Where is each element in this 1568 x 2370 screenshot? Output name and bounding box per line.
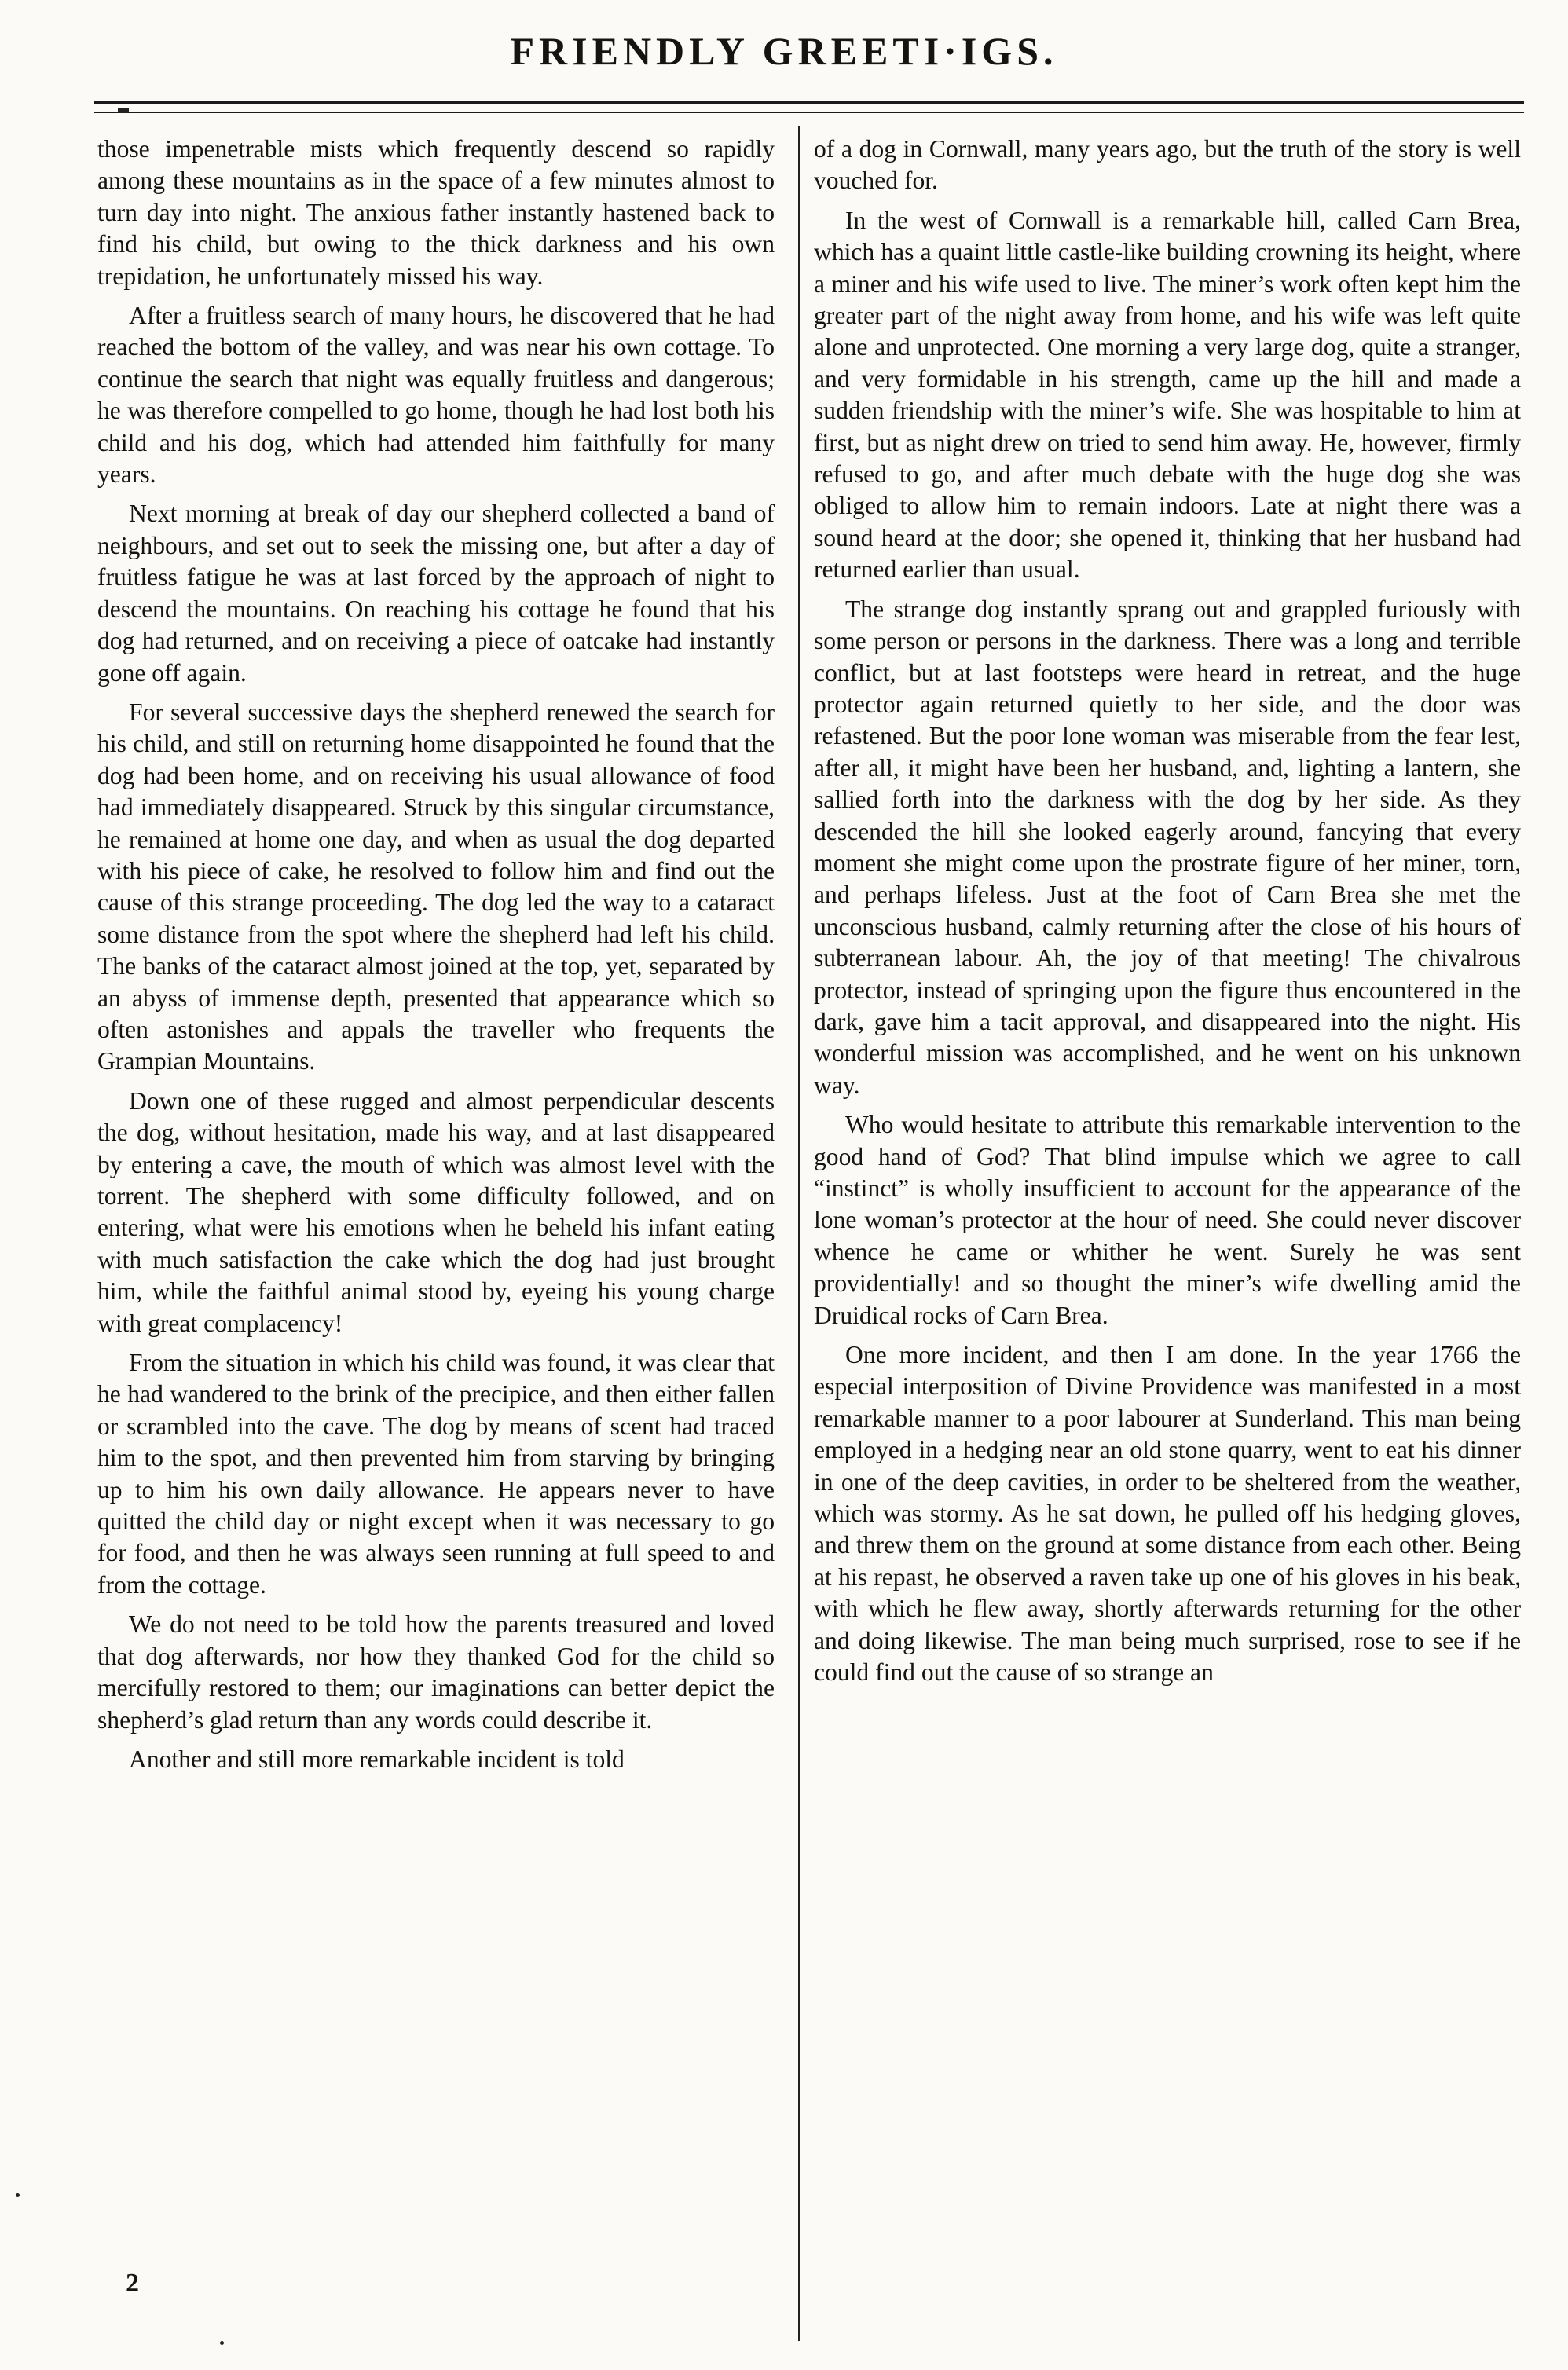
- column-divider: [798, 126, 800, 2341]
- paragraph: From the situation in which his child was found, it was clear that he had wandered to the brink of the precipice, and then either fallen or scrambled into the cave. The dog by means of scent had traced him to the spot, and then prevented him from starving by bringing up to him his own daily allowance. He appears never to have quitted the child day or night except when it was necessary to go for food, and then he was always seen running at full speed to and from the cottage.: [97, 1349, 775, 1599]
- header-rule-thin: [94, 112, 1524, 113]
- right-column: [814, 134, 1521, 1697]
- paragraph: Another and still more remarkable incident is told: [129, 1745, 625, 1773]
- paragraph: those impenetrable mists which frequently descend so rapidly among these mountains as in the space of a few minutes almost to turn day into night. The anxious father instantly hastened back to find his child, but owing to the thick darkness and his own trepidation, he unfortunately missed his way.: [97, 135, 775, 290]
- print-speck: [16, 2193, 20, 2197]
- paragraph: Next morning at break of day our shepherd collected a band of neighbours, and set out to seek the missing one, but after a day of fruitless fatigue he was at last forced by the approach of night to descend the mountains. On reaching his cottage he found that his dog had returned, and on receiving a piece of oatcake had instantly gone off again.: [97, 500, 775, 687]
- print-speck: [220, 2341, 224, 2345]
- paragraph: In the west of Cornwall is a remarkable hill, called Carn Brea, which has a quaint little castle-like building crowning its height, where a miner and his wife used to live. The miner’s work often kept him the greater part of the night away from home, and his wife was left quite alone and unprotected. One morning a very large dog, quite a stranger, and very formidable in his strength, came up the hill and made a sudden friendship with the miner’s wife. She was hospitable to him at first, but as night drew on tried to send him away. He, however, firmly refused to go, and after much debate with the huge dog she was obliged to allow him to remain indoors. Late at night there was a sound heard at the door; she opened it, thinking that her husband had returned earlier than usual.: [814, 206, 1521, 584]
- paragraph: of a dog in Cornwall, many years ago, but the truth of the story is well vouched for.: [814, 135, 1521, 195]
- running-header: FRIENDLY GREETI·IGS.: [510, 29, 1058, 73]
- paragraph: Who would hesitate to attribute this remarkable intervention to the good hand of God? That blind impulse which we agree to call “instinct” is wholly insufficient to account for the appearance of the lone woman’s protector at the hour of need. She could never discover whence he came or whither he went. Surely he was sent providentially! and so thought the miner’s wife dwelling amid the Druidical rocks of Carn Brea.: [814, 1111, 1521, 1329]
- page-number: 2: [126, 2269, 139, 2298]
- paragraph: We do not need to be told how the parents treasured and loved that dog afterwards, nor how they thanked God for the child so mercifully restored to them; our imaginations can better depict the shepherd’s glad return than any words could describe it.: [97, 1610, 775, 1734]
- header-rule: [94, 101, 1524, 104]
- print-blemish: [118, 108, 129, 113]
- paragraph: For several successive days the shepherd renewed the search for his child, and still on returning home disappointed he found that the dog had been home, and on receiving his usual allowance of food had immediately disappeared. Struck by this singular circumstance, he remained at home one day, and when as usual the dog departed with his piece of cake, he resolved to follow him and find out the cause of this strange proceeding. The dog led the way to a cataract some distance from the spot where the shepherd had left his child. The banks of the cataract almost joined at the top, yet, separated by an abyss of immense depth, presented that appearance which so often astonishes and appals the traveller who frequents the Grampian Mountains.: [97, 698, 775, 1075]
- paragraph: After a fruitless search of many hours, he discovered that he had reached the bottom of the valley, and was near his own cottage. To continue the search that night was equally fruitless and dangerous; he was therefore compelled to go home, though he had lost both his child and his dog, which had attended him faithfully for many years.: [97, 302, 775, 489]
- left-column: [97, 134, 775, 1783]
- paragraph: Down one of these rugged and almost perpendicular descents the dog, without hesitation, made his way, and at last disappeared by entering a cave, the mouth of which was almost level with the torrent. The shepherd with some difficulty followed, and on entering, what were his emotions when he beheld his infant eating with much satisfaction the cake which the dog had just brought him, while the faithful animal stood by, eyeing his young charge with great complacency!: [97, 1086, 775, 1337]
- paragraph: One more incident, and then I am done. In the year 1766 the especial interposition of Divine Providence was manifested in a most remarkable manner to a poor labourer at Sunderland. This man being employed in a hedging near an old stone quarry, went to eat his dinner in one of the deep cavities, in order to be sheltered from the weather, which was stormy. As he sat down, he pulled off his hedging gloves, and threw them on the ground at some distance from each other. Being at his repast, he observed a raven take up one of his gloves in his beak, with which he flew away, shortly afterwards returning for the other and doing likewise. The man being much surprised, rose to see if he could find out the cause of so strange an: [814, 1341, 1521, 1687]
- paragraph: The strange dog instantly sprang out and grappled furiously with some person or persons in the darkness. There was a long and terrible conflict, but at last footsteps were heard in retreat, and the huge protector again returned quietly to her side, and the door was refastened. But the poor lone woman was miserable from the fear lest, after all, it might have been her husband, and, lighting a lantern, she sallied forth into the darkness with the dog by her side. As they descended the hill she looked eagerly around, fancying that every moment she might come upon the prostrate figure of her miner, torn, and perhaps lifeless. Just at the foot of Carn Brea she met the unconscious husband, calmly returning after the close of his hours of subterranean labour. Ah, the joy of that meeting! The chivalrous protector, instead of springing upon the figure thus encountered in the dark, gave him a tacit approval, and disappeared into the night. His wonderful mission was accomplished, and he went on his unknown way.: [814, 595, 1521, 1099]
